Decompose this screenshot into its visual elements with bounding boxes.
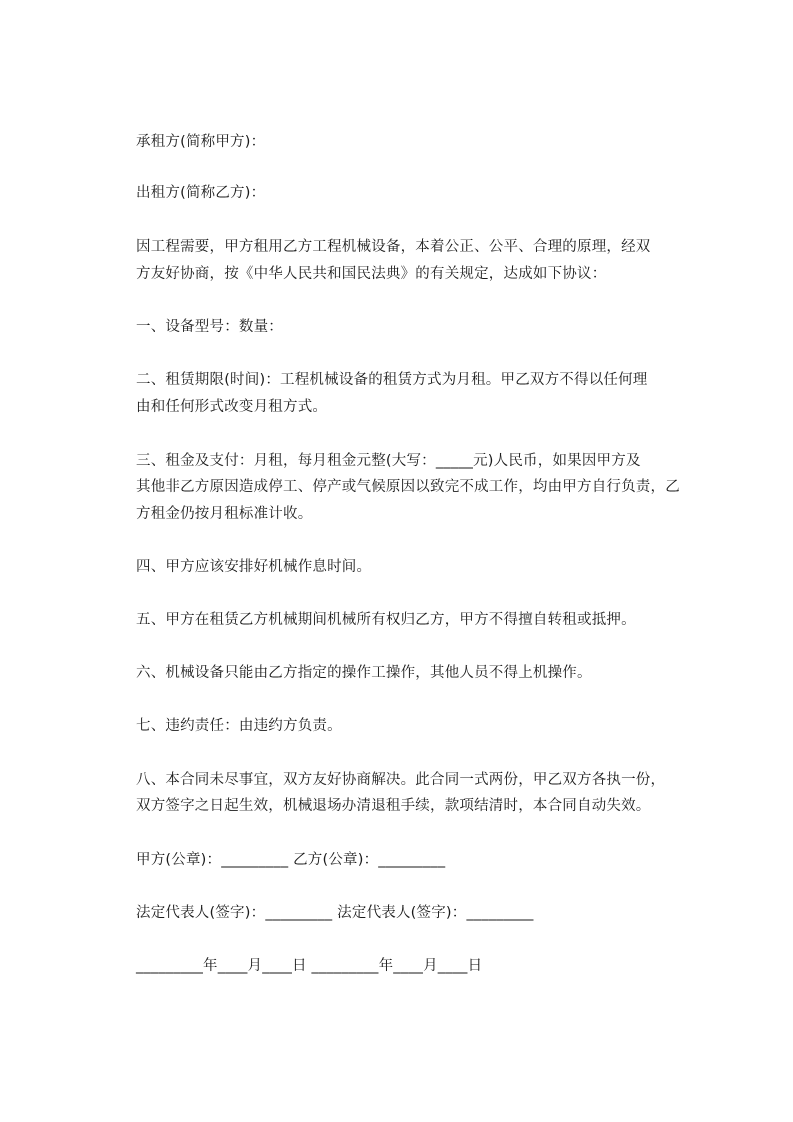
- clause-4: 四、甲方应该安排好机械作息时间。: [136, 559, 372, 575]
- clause-3-line-1: 三、租金及支付：月租，每月租金元整(大写：_____元)人民币，如果因甲方及: [136, 453, 641, 469]
- clause-3-line-2: 其他非乙方原因造成停工、停产或气候原因以致完不成工作，均由甲方自行负责，乙: [136, 479, 680, 495]
- seal-signature-line: 甲方(公章)：_________ 乙方(公章)：_________: [136, 852, 446, 868]
- clause-2-line-1: 二、租赁期限(时间)：工程机械设备的租赁方式为月租。甲乙双方不得以任何理: [136, 372, 648, 388]
- clause-8-line-1: 八、本合同未尽事宜，双方友好协商解决。此合同一式两份，甲乙双方各执一份，: [136, 772, 666, 788]
- clause-2-line-2: 由和任何形式改变月租方式。: [136, 399, 328, 415]
- clause-1: 一、设备型号：数量：: [136, 319, 283, 335]
- clause-5: 五、甲方在租赁乙方机械期间机械所有权归乙方，甲方不得擅自转租或抵押。: [136, 612, 636, 628]
- representative-signature-line: 法定代表人(签字)：_________ 法定代表人(签字)：_________: [136, 905, 534, 921]
- clause-6: 六、机械设备只能由乙方指定的操作工操作，其他人员不得上机操作。: [136, 665, 592, 681]
- intro-line-1: 因工程需要，甲方租用乙方工程机械设备，本着公正、公平、合理的原理，经双: [136, 239, 651, 255]
- clause-8-line-2: 双方签字之日起生效，机械退场办清退租手续，款项结清时，本合同自动失效。: [136, 798, 651, 814]
- clause-7: 七、违约责任：由违约方负责。: [136, 718, 342, 734]
- clause-3-line-3: 方租金仍按月租标准计收。: [136, 506, 313, 522]
- intro-line-2: 方友好协商，按《中华人民共和国民法典》的有关规定，达成如下协议：: [136, 266, 607, 282]
- date-line: _________年____月____日 _________年____月____日: [136, 958, 483, 974]
- lessee-line: 承租方(简称甲方)：: [136, 134, 266, 150]
- lessor-line: 出租方(简称乙方)：: [136, 185, 266, 201]
